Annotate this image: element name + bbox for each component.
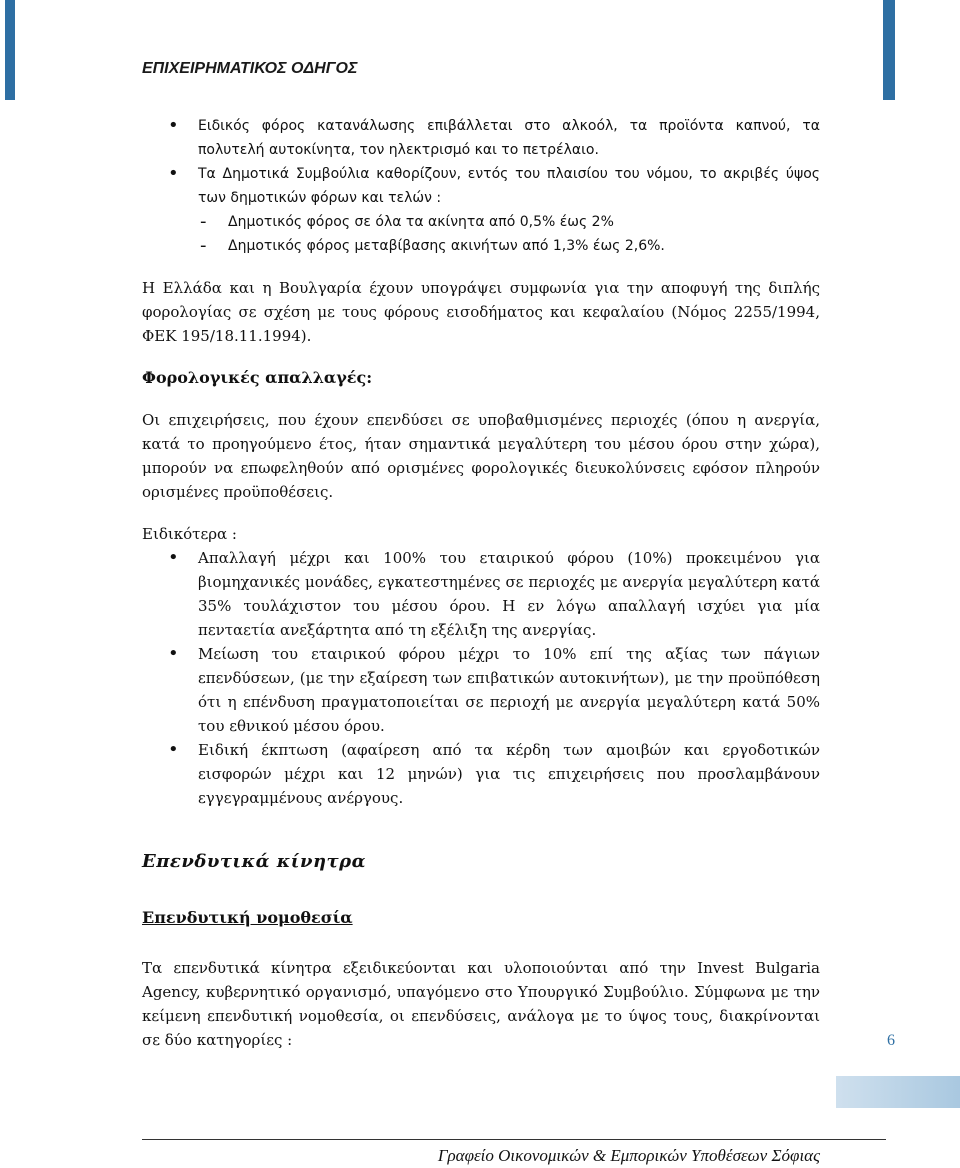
list-item: • Ειδική έκπτωση (αφαίρεση από τα κέρδη των αμοιβών και εργοδοτικών εισφορών μέχρι και 12 μηνών) για τις επιχειρήσεις που προσλαμβάνουν εγγεγραμμένους ανέργους. xyxy=(142,738,820,810)
right-decorative-bar xyxy=(883,0,895,100)
tax-bullet-list xyxy=(142,114,820,258)
specifically-label: Ειδικότερα : xyxy=(142,525,237,543)
bullet-text: Τα Δημοτικά Συμβούλια καθορίζουν, εντός του πλαισίου του νόμου, το ακριβές ύψος των δημοτικών φόρων και τελών : xyxy=(198,166,820,206)
exemptions-bullet-list xyxy=(142,546,820,810)
list-item xyxy=(142,162,820,258)
incentives-paragraph: Τα επενδυτικά κίνητρα εξειδικεύονται και υλοποιούνται από την Invest Bulgaria Agency, κυβερνητικό οργανισμό, υπαγόμενο στο Υπουργικό Συμβούλιο. Σύμφωνα με την κείμενη επενδυτική νομοθεσία, οι επενδύσεις, ανάλογα με το ύψος τους, διακρίνονται σε δύο κατηγορίες : xyxy=(142,959,820,1049)
list-item: - Δημοτικός φόρος μεταβίβασης ακινήτων από 1,3% έως 2,6%. xyxy=(198,234,820,258)
investment-legislation-subheading: Επενδυτική νομοθεσία xyxy=(142,908,353,927)
footer-divider xyxy=(142,1139,886,1140)
list-item: • Απαλλαγή μέχρι και 100% του εταιρικού φόρου (10%) προκειμένου για βιομηχανικές μονάδες, εγκατεστημένες σε περιοχές με ανεργία μεγαλύτερη κατά 35% τουλάχιστον του μέσου όρου. Η εν λόγω απαλλαγή ισχύει για μία πενταετία ανεξάρτητα από τη εξέλιξη της ανεργίας. xyxy=(142,546,820,642)
document-header-title: ΕΠΙΧΕΙΡΗΜΑΤΙΚΟΣ ΟΔΗΓΟΣ xyxy=(142,60,358,77)
list-item: - Δημοτικός φόρος σε όλα τα ακίνητα από 0,5% έως 2% xyxy=(198,210,820,234)
exemptions-intro-paragraph: Οι επιχειρήσεις, που έχουν επενδύσει σε υποβαθμισμένες περιοχές (όπου η ανεργία, κατά το προηγούμενο έτος, ήταν σημαντικά μεγαλύτερη του μέσου όρου στην χώρα), μπορούν να επωφεληθούν από ορισμένες φορολογικές διευκολύνσεις εφόσον πληρούν ορισμένες προϋποθέσεις. xyxy=(142,411,820,501)
treaty-paragraph: Η Ελλάδα και η Βουλγαρία έχουν υπογράψει συμφωνία για την αποφυγή της διπλής φορολογίας σε σχέση με τους φόρους εισοδήματος και κεφαλαίου (Νόμος 2255/1994, ΦΕΚ 195/18.11.1994). xyxy=(142,279,820,345)
footer-text: Γραφείο Οικονομικών & Εμπορικών Υποθέσεων Σόφιας xyxy=(437,1146,820,1165)
page-number: 6 xyxy=(887,1032,895,1049)
investment-incentives-heading: Επενδυτικά κίνητρα xyxy=(142,851,366,872)
list-item: • Μείωση του εταιρικού φόρου μέχρι το 10% επί της αξίας των πάγιων επενδύσεων, (με την εξαίρεση των επιβατικών αυτοκινήτων), με την προϋπόθεση ότι η επένδυση πραγματοποιείται σε περιοχή με ανεργία μεγαλύτερη κατά 50% του εθνικού μέσου όρου. xyxy=(142,642,820,738)
left-decorative-bar xyxy=(5,0,15,100)
page-content xyxy=(142,114,820,1052)
municipal-tax-dash-list xyxy=(198,210,820,258)
exemptions-heading: Φορολογικές απαλλαγές: xyxy=(142,368,373,387)
list-item: • Ειδικός φόρος κατανάλωσης επιβάλλεται στο αλκοόλ, τα προϊόντα καπνού, τα πολυτελή αυτοκίνητα, τον ηλεκτρισμό και το πετρέλαιο. xyxy=(142,114,820,162)
decorative-blue-strip xyxy=(836,1076,960,1108)
